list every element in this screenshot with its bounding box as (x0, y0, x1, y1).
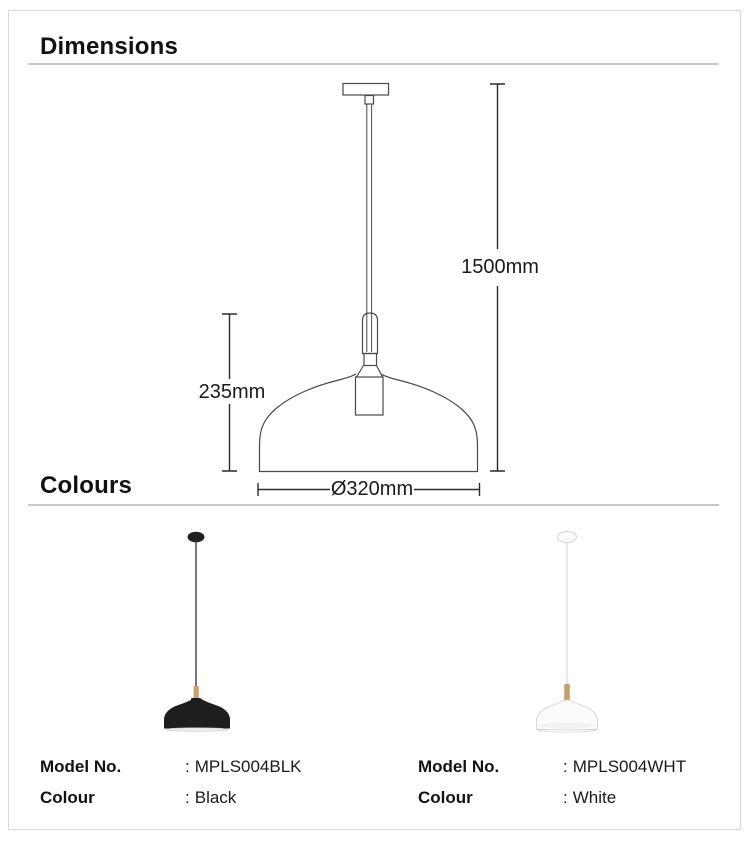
drawing-grip (363, 313, 378, 354)
pendant-drawing (260, 84, 478, 472)
model-no-value-white: : MPLS004WHT (563, 757, 687, 776)
drawing-socket (356, 377, 384, 415)
spec-table-white (418, 751, 686, 813)
white-diffuser (538, 729, 596, 732)
product-photo-white (507, 524, 627, 739)
spec-table-black (40, 751, 302, 813)
colour-label: Colour (40, 788, 95, 807)
white-grip (564, 684, 570, 701)
colour-label: Colour (418, 788, 473, 807)
black-canopy (188, 532, 205, 543)
section-divider (28, 504, 719, 506)
colour-value-white: : White (563, 788, 617, 807)
drawing-connector (364, 354, 377, 366)
colour-value-black: : Black (185, 788, 237, 807)
dimension-lines (222, 84, 505, 496)
dimension-label-shade-height: 235mm (198, 381, 266, 403)
white-canopy (558, 532, 577, 543)
model-no-value-black: : MPLS004BLK (185, 757, 302, 776)
black-diffuser (166, 728, 228, 731)
black-shade (164, 698, 230, 728)
dimension-label-diameter: Ø320mm (330, 478, 414, 500)
drawing-canopy (343, 84, 389, 96)
drawing-cord (367, 104, 372, 352)
section-divider (28, 63, 719, 65)
model-no-label: Model No. (418, 757, 500, 776)
black-grip (194, 686, 199, 700)
technical-drawing (190, 75, 560, 505)
dimension-label-height: 1500mm (461, 256, 539, 278)
model-no-label: Model No. (40, 757, 122, 776)
section-title-colours: Colours (40, 472, 133, 499)
section-title-dimensions: Dimensions (40, 33, 179, 60)
product-photo-black (136, 524, 256, 739)
